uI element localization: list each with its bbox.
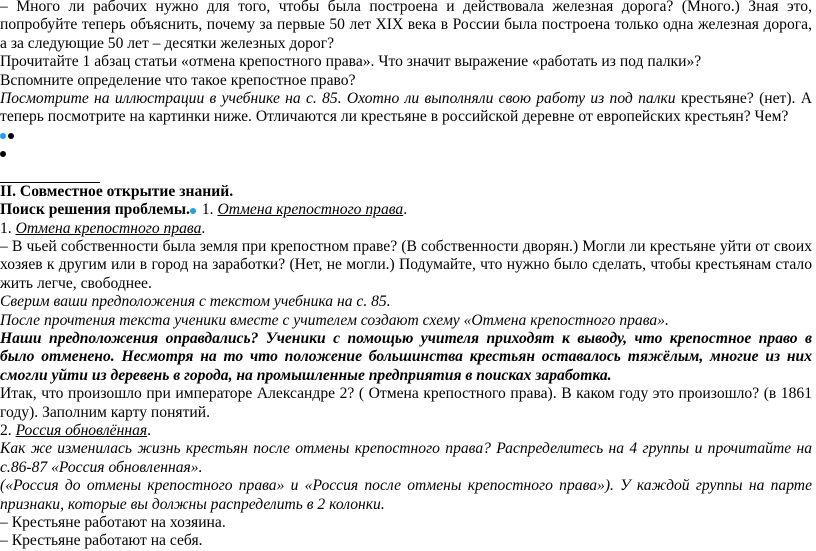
- item-2-line: 2. Россия обновлённая.: [0, 421, 152, 439]
- list-item-2: – Крестьяне работают на себя.: [0, 532, 203, 550]
- item-1-line: 1. Отмена крепостного права.: [0, 219, 206, 237]
- intro-line-1: – Много ли рабочих нужно для того, чтобы была построена и действовала железная дорога? (Много.) Зная это,: [0, 0, 812, 15]
- item-1-topic-link[interactable]: Отмена крепостного права: [15, 219, 202, 237]
- intro-line-6-italic: Посмотрите на иллюстрации в учебнике на с. 85. Охотно ли выполняли свою работу из под палки: [0, 89, 676, 107]
- check-line: Сверим ваши предположения с текстом учебника на с. 85.: [0, 293, 391, 311]
- list-item-1: – Крестьяне работают на хозяина.: [0, 513, 226, 531]
- question-1-line-1: – В чьей собственности была земля при крепостном праве? (В собственности дворян.) Могли ли крестьяне уйти от своих: [0, 238, 812, 256]
- how-line-1: Как же изменилась жизнь крестьян после отмены крепостного права? Распределитесь на 4 группы и прочитайте на: [0, 440, 812, 458]
- blue-bullet-icon: [0, 133, 6, 139]
- spacer: [0, 164, 812, 182]
- itak-line-2: году). Заполним карту понятий.: [0, 403, 210, 421]
- itak-line-1: Итак, что произошло при императоре Александре 2? ( Отмена крепостного права). В каком году это произошло? (в 1861: [0, 385, 812, 403]
- intro-line-7: теперь посмотрите на картинки ниже. Отличаются ли крестьяне в российской деревне от европейских крестьян? Чем?: [0, 108, 789, 126]
- conclusion-line-2: было отменено. Несмотря на то что положение большинства крестьян оставалось тяжёлым, многие из них: [0, 348, 812, 366]
- intro-line-3: а за следующие 50 лет – десятки железных дорог?: [0, 34, 335, 52]
- question-1-line-2: хозяев к другим или в город на заработки? (Нет, не могли.) Подумайте, что нужно было сделать, чтобы крестьянам стало: [0, 256, 812, 274]
- section-heading: II. Совместное открытие знаний.: [0, 182, 234, 200]
- bullet-row-1: [0, 127, 812, 145]
- conclusion-line-3: смогли уйти из деревень в города, на промышленные предприятия в поисках заработка.: [0, 366, 612, 384]
- blue-bullet-icon: [190, 208, 196, 214]
- black-bullet-icon: [8, 133, 14, 139]
- intro-line-5: Вспомните определение что такое крепостное право?: [0, 71, 356, 89]
- question-1-line-3: жить легче, свободнее.: [0, 274, 152, 292]
- conclusion-line-1: Наши предположения оправдались? Ученики с помощью учителя приходят к выводу, что крепостное право в: [0, 330, 812, 348]
- search-line: Поиск решения проблемы. 1. Отмена крепостного права.: [0, 201, 408, 219]
- search-label: Поиск решения проблемы.: [0, 201, 190, 219]
- after-reading-line: После прочтения текста ученики вместе с учителем создают схему «Отмена крепостного права».: [0, 311, 669, 329]
- intro-line-4: Прочитайте 1 абзац статьи «отмена крепостного права». Что значит выражение «работать из под палки»?: [0, 53, 702, 71]
- black-bullet-icon: [0, 151, 6, 157]
- intro-line-2: попробуйте теперь объяснить, почему за первые 50 лет XIX века в России была построена только одна железная дорога,: [0, 16, 812, 34]
- intro-line-6: [0, 90, 812, 108]
- intro-line-6-rest: крестьяне? (нет). А: [675, 89, 812, 107]
- item-2-topic-link[interactable]: Россия обновлённая: [15, 421, 148, 439]
- groups-line-2: признаки, которые вы должны распределить в 2 колонки.: [0, 495, 385, 513]
- bullet-row-2: [0, 145, 812, 163]
- groups-line-1: («Россия до отмены крепостного права» и «Россия после отмены крепостного права»). У каждой группы на парте: [0, 477, 812, 495]
- search-topic-link[interactable]: Отмена крепостного права: [217, 201, 404, 219]
- how-line-2: с.86-87 «Россия обновленная».: [0, 458, 203, 476]
